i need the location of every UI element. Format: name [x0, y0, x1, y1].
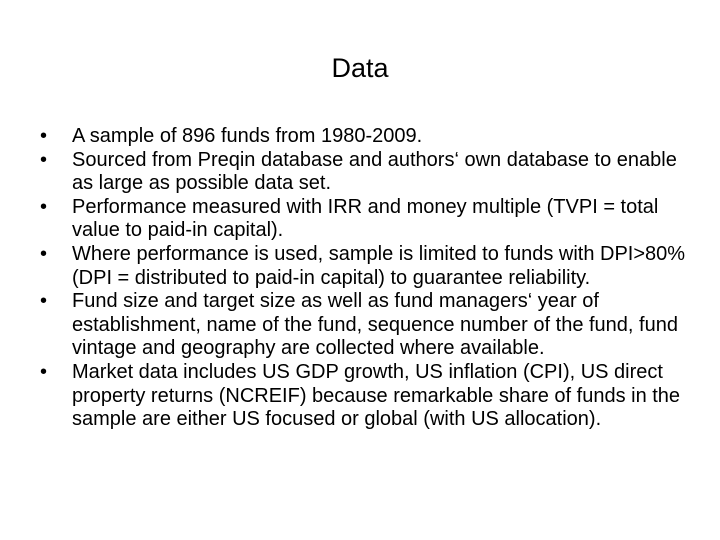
bullet-item [40, 125, 690, 149]
bullet-marker: • [40, 195, 48, 218]
bullet-text: Sourced from Preqin database and authors‘ own database to enable as large as possible data set. [72, 148, 677, 195]
bullet-text: Performance measured with IRR and money multiple (TVPI = total value to paid-in capital). [72, 195, 659, 242]
bullet-marker: • [40, 290, 48, 313]
bullet-marker: • [40, 148, 48, 171]
bullet-marker: • [40, 125, 48, 147]
bullet-item [40, 196, 690, 243]
bullet-text: Where performance is used, sample is limited to funds with DPI>80% (DPI = distributed to paid-in capital) to guarantee reliability. [72, 242, 686, 289]
bullet-marker: • [40, 360, 48, 383]
slide-title: Data [331, 53, 389, 83]
bullet-text: Market data includes US GDP growth, US inflation (CPI), US direct property returns (NCREIF) because remarkable share of funds in the sample are either US focused or global (with US allocation). [72, 360, 681, 431]
bullet-list [40, 125, 690, 432]
bullet-item [40, 243, 690, 290]
bullet-item [40, 290, 690, 361]
bullet-text: Fund size and target size as well as fund managers‘ year of establishment, name of the fund, sequence number of the fund, fund vintage and geography are collected where available. [72, 290, 678, 360]
bullet-marker: • [40, 242, 48, 265]
bullet-item [40, 149, 690, 196]
bullet-item [40, 361, 690, 432]
bullet-text: A sample of 896 funds from 1980-2009. [72, 125, 423, 147]
